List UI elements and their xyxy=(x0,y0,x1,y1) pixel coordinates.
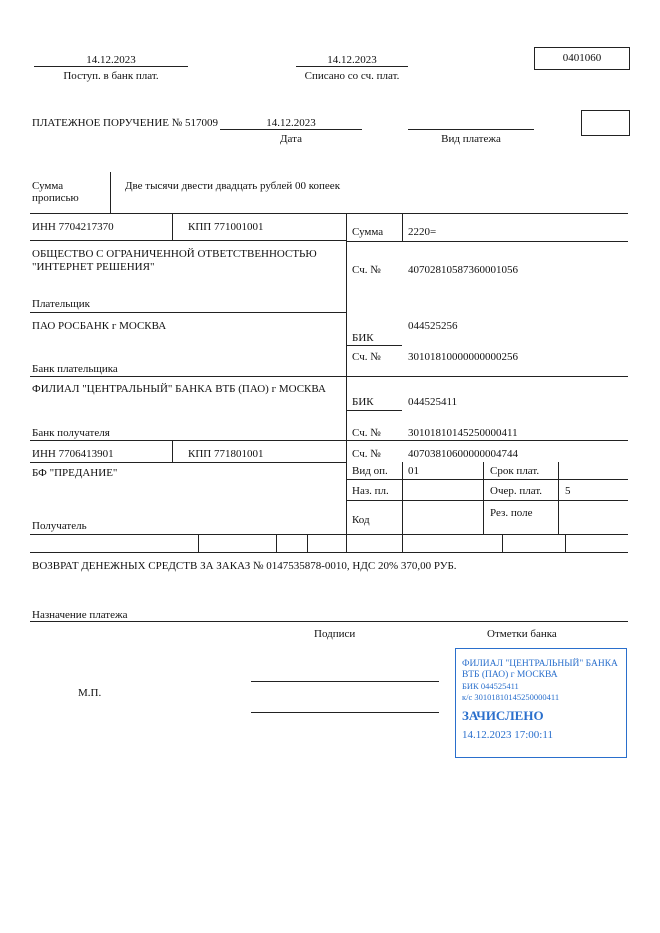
payer-bank-account-label: Сч. № xyxy=(352,351,381,363)
stamp-line3: БИК 044525411 xyxy=(462,681,519,691)
recipient-label: Получатель xyxy=(32,520,87,532)
order-date: 14.12.2023 xyxy=(266,117,316,129)
recipient-bank-bik-label: БИК xyxy=(352,396,374,408)
payment-type-label: Вид платежа xyxy=(441,133,501,145)
purpose-code-label: Наз. пл. xyxy=(352,485,389,497)
received-label: Поступ. в банк плат. xyxy=(63,70,159,82)
payer-bank-bik-label: БИК xyxy=(352,332,374,344)
payment-type-box xyxy=(581,110,630,136)
op-type-label: Вид оп. xyxy=(352,465,388,477)
payer-account: 40702810587360001056 xyxy=(408,264,518,276)
code-label: Код xyxy=(352,514,370,526)
recipient-bank-account-label: Сч. № xyxy=(352,427,381,439)
recipient-bank-name: ФИЛИАЛ "ЦЕНТРАЛЬНЫЙ" БАНКА ВТБ (ПАО) г МОСКВА xyxy=(32,383,326,395)
payer-bank-account: 30101810000000000256 xyxy=(408,351,518,363)
payer-label: Плательщик xyxy=(32,298,90,310)
debited-date: 14.12.2023 xyxy=(327,54,377,66)
stamp-timestamp: 14.12.2023 17:00:11 xyxy=(462,729,553,741)
payer-name xyxy=(32,248,317,274)
stamp-line1: ФИЛИАЛ "ЦЕНТРАЛЬНЫЙ" БАНКА xyxy=(462,659,618,669)
recipient-account-label: Сч. № xyxy=(352,448,381,460)
op-type-value: 01 xyxy=(408,465,419,477)
amount-label: Сумма xyxy=(352,226,384,238)
recipient-inn: ИНН 7706413901 xyxy=(32,448,114,460)
payer-bank-bik: 044525256 xyxy=(408,320,458,332)
amount-words-label-line1: Сумма xyxy=(32,180,64,192)
recipient-account: 40703810600000004744 xyxy=(408,448,518,460)
recipient-bank-account: 30101810145250000411 xyxy=(408,427,518,439)
stamp-status: ЗАЧИСЛЕНО xyxy=(462,708,544,723)
payer-kpp: КПП 771001001 xyxy=(188,221,264,233)
term-label: Срок плат. xyxy=(490,465,540,477)
order-title: ПЛАТЕЖНОЕ ПОРУЧЕНИЕ № 517009 xyxy=(32,117,219,129)
res-field-label: Рез. поле xyxy=(490,507,533,519)
purpose-label: Назначение платежа xyxy=(32,609,128,621)
purpose-text: ВОЗВРАТ ДЕНЕЖНЫХ СРЕДСТВ ЗА ЗАКАЗ № 0147535878-0010, НДС 20% 370,00 РУБ. xyxy=(32,560,457,572)
priority-label: Очер. плат. xyxy=(490,485,543,497)
recipient-kpp: КПП 771801001 xyxy=(188,448,264,460)
recipient-bank-label: Банк получателя xyxy=(32,427,110,439)
signatures-label: Подписи xyxy=(314,628,356,640)
payer-account-label: Сч. № xyxy=(352,264,381,276)
amount-words-label xyxy=(32,180,79,204)
stamp-line4: к/с 30101810145250000411 xyxy=(462,692,560,702)
debited-label: Списано со сч. плат. xyxy=(304,70,400,82)
payer-name-line2: "ИНТЕРНЕТ РЕШЕНИЯ" xyxy=(32,261,155,273)
amount-words-text: Две тысячи двести двадцать рублей 00 копеек xyxy=(125,180,341,192)
form-code: 0401060 xyxy=(534,47,630,70)
bank-marks-label: Отметки банка xyxy=(487,628,557,640)
received-date: 14.12.2023 xyxy=(86,54,136,66)
bank-stamp xyxy=(455,648,627,758)
amount-words-label-line2: прописью xyxy=(32,192,79,204)
recipient-name: БФ "ПРЕДАНИЕ" xyxy=(32,467,118,479)
signature-line-2 xyxy=(251,712,439,713)
signature-line-1 xyxy=(251,681,439,682)
payer-bank-name: ПАО РОСБАНК г МОСКВА xyxy=(32,320,167,332)
order-date-label: Дата xyxy=(280,133,302,145)
recipient-bank-bik: 044525411 xyxy=(408,396,458,408)
payer-inn: ИНН 7704217370 xyxy=(32,221,114,233)
stamp-line2: ВТБ (ПАО) г МОСКВА xyxy=(462,670,558,680)
priority-value: 5 xyxy=(565,485,571,497)
seal-label: М.П. xyxy=(78,687,102,699)
amount-value: 2220= xyxy=(408,226,437,238)
payer-bank-label: Банк плательщика xyxy=(32,363,118,375)
payer-name-line1: ОБЩЕСТВО С ОГРАНИЧЕННОЙ ОТВЕТСТВЕННОСТЬЮ xyxy=(32,248,317,260)
